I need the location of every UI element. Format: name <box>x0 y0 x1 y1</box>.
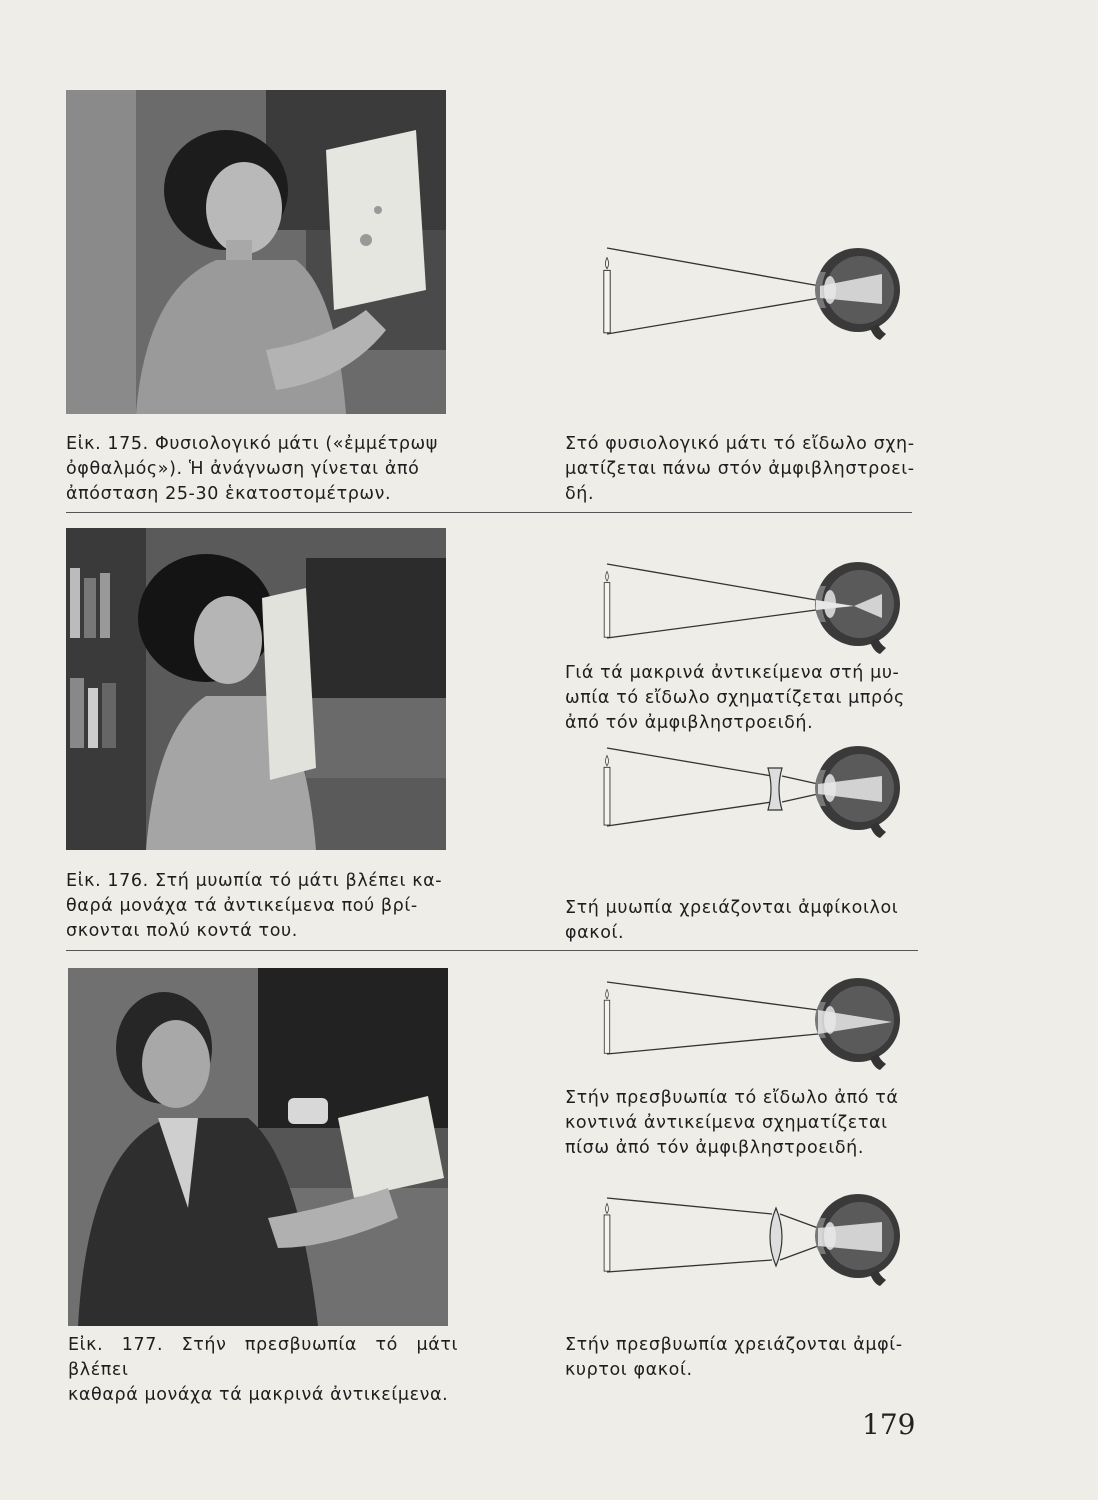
diagram-myopia-eye <box>592 556 912 656</box>
photo-fig176 <box>66 528 446 850</box>
photo-fig177 <box>68 968 448 1326</box>
caption-myopia-eye: Γιά τά μακρινά ἀντικείμενα στή μυ- ωπία τό εἴδωλο σχηματίζεται μπρός ἀπό τόν ἀμφιβληστροειδή. <box>565 663 905 733</box>
caption-presbyopia-corrected: Στήν πρεσβυωπία χρειάζονται ἀμφί- κυρτοι φακοί. <box>565 1335 903 1380</box>
biconcave-lens-icon <box>768 768 782 810</box>
diagram-presbyopia-eye <box>592 972 912 1072</box>
caption-fig176: Εἰκ. 176. Στή μυωπία τό μάτι βλέπει κα- θαρά μονάχα τά ἀντικείμενα πού βρί- σκονται πολύ κοντά του. <box>66 871 443 941</box>
diagram-normal-eye <box>592 238 912 348</box>
section-divider-2 <box>66 950 918 951</box>
diagram-presbyopia-corrected <box>592 1188 912 1288</box>
diagram-myopia-corrected <box>592 740 912 840</box>
section-divider-1 <box>66 512 912 513</box>
caption-myopia-corrected: Στή μυωπία χρειάζονται ἀμφίκοιλοι φακοί. <box>565 898 899 943</box>
page-number: 179 <box>862 1408 916 1441</box>
caption-normal-eye: Στό φυσιολογικό μάτι τό εἴδωλο σχη- ματίζεται πάνω στόν ἀμφιβληστροει- δή. <box>565 434 915 504</box>
photo-fig175 <box>66 90 446 414</box>
caption-fig175: Εἰκ. 175. Φυσιολογικό μάτι («ἐμμέτρωψ ὀφθαλμός»). Ἡ ἀνάγνωση γίνεται ἀπό ἀπόσταση 25-30 ἑκατοστομέτρων. <box>66 434 438 504</box>
caption-presbyopia-eye: Στήν πρεσβυωπία τό εἴδωλο ἀπό τά κοντινά ἀντικείμενα σχηματίζεται πίσω ἀπό τόν ἀμφιβληστροειδή. <box>565 1088 899 1158</box>
caption-fig177: Εἰκ. 177. Στήν πρεσβυωπία τό μάτι βλέπει καθαρά μονάχα τά μακρινά ἀντικείμενα. <box>68 1335 458 1405</box>
biconvex-lens-icon <box>770 1208 782 1266</box>
